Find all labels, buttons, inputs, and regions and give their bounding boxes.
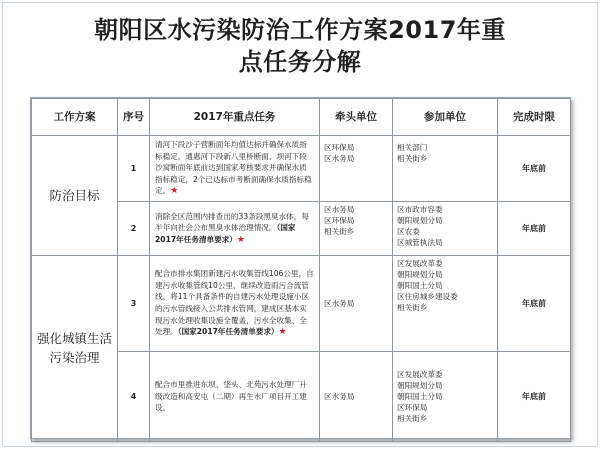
- lead-cell: [320, 201, 393, 255]
- task-cell: [150, 136, 320, 202]
- star-icon: ★: [170, 186, 179, 197]
- header-participants: 参加单位: [393, 99, 498, 136]
- participants-cell: [393, 201, 498, 255]
- task-text: 配合市排水集团新建污水收集管线106公里，自建污水收集管线10公里，继续改造雨污合流管线，将11个具备条件的自建污水处理设施小区的污水管线接入公共排水管网，建成区基本实现污水处理收集设施全覆盖，污水全收集、全处理。: [155, 269, 314, 337]
- participant-unit: 朝阳国土分局: [397, 391, 443, 401]
- star-icon: ★: [236, 234, 245, 245]
- title-line-1: 朝阳区水污染防治工作方案2017年重: [94, 16, 506, 44]
- seq-cell: 3: [118, 255, 150, 351]
- task-cell: [150, 255, 320, 351]
- participant-unit: 区环保局: [397, 402, 428, 412]
- participant-unit: 朝阳规划分局: [397, 380, 443, 390]
- participants-cell: [393, 136, 498, 202]
- participant-unit: 区住房城乡建设委: [397, 291, 458, 301]
- task-requirement: （国家2017年任务清单要求）: [177, 327, 279, 337]
- lead-unit: 区水务局: [324, 204, 355, 214]
- task-requirement: （国家2017年任务清单要求）: [155, 223, 296, 244]
- participant-unit: 区农委: [397, 226, 420, 236]
- participant-unit: 区市政市容委: [397, 204, 443, 214]
- header-plan: 工作方案: [32, 99, 118, 136]
- header-lead: 牵头单位: [320, 99, 393, 136]
- lead-unit: 区环保局: [324, 215, 355, 225]
- page-title: [0, 14, 600, 78]
- lead-cell: [320, 351, 393, 441]
- participants-cell: [393, 255, 498, 351]
- seq-cell: 2: [118, 201, 150, 255]
- title-line-2: 点任务分解: [238, 48, 362, 76]
- task-cell: [150, 351, 320, 441]
- task-text: 清河下段沙子营断面年均值达标并确保水质指标稳定，通惠河下段新八里桥断面、坝河下段沙窝断面年底前达到国家考核要求并确保水质指标稳定，2个已达标市考断面确保水质指标稳定。: [155, 140, 312, 196]
- task-table-container: [30, 97, 571, 439]
- participant-unit: 相关部门: [397, 143, 428, 152]
- participant-unit: 区城管执法局: [397, 237, 443, 247]
- deadline-cell: 年底前: [498, 136, 571, 202]
- task-text: 消除全区范围内排查出的33条段黑臭水体，每半年向社会公布黑臭水体治理情况。: [155, 211, 309, 233]
- participant-unit: 朝阳规划分局: [397, 269, 443, 279]
- plan-group-cell: 强化城镇生活污染治理: [32, 255, 118, 441]
- participant-unit: 相关街乡: [397, 154, 428, 163]
- participant-unit: 区发展改革委: [397, 258, 443, 268]
- table-header-row: [32, 99, 571, 136]
- deadline-cell: 年底前: [498, 255, 571, 351]
- participant-unit: 相关街乡: [397, 302, 428, 312]
- lead-unit: 区水务局: [324, 391, 355, 401]
- seq-cell: 4: [118, 351, 150, 441]
- lead-unit: 区环保局: [324, 143, 355, 152]
- participant-unit: 朝阳规划分局: [397, 215, 443, 225]
- participant-unit: 朝阳国土分局: [397, 280, 443, 290]
- header-seq: 序号: [118, 99, 150, 136]
- participants-cell: [393, 351, 498, 441]
- seq-cell: 1: [118, 136, 150, 202]
- star-icon: ★: [278, 327, 287, 338]
- table-row: [32, 136, 571, 202]
- header-task: 2017年重点任务: [150, 99, 320, 136]
- header-deadline: 完成时限: [498, 99, 571, 136]
- deadline-cell: 年底前: [498, 201, 571, 255]
- participant-unit: 区发展改革委: [397, 369, 443, 379]
- lead-cell: [320, 136, 393, 202]
- table-row: [32, 255, 571, 351]
- plan-group-cell: 防治目标: [32, 136, 118, 256]
- lead-cell: [320, 255, 393, 351]
- deadline-cell: 年底前: [498, 351, 571, 441]
- task-cell: [150, 201, 320, 255]
- task-table: [31, 98, 571, 442]
- lead-unit: 区水务局: [324, 298, 355, 308]
- task-text: 配合市里推进东坝、垡头、北苑污水处理厂升级改造和高安屯（二期）再生水厂项目开工建设。: [155, 380, 307, 413]
- participant-unit: 相关街乡: [397, 413, 428, 423]
- lead-unit: 相关街乡: [324, 226, 355, 236]
- lead-unit: 区水务局: [324, 154, 355, 163]
